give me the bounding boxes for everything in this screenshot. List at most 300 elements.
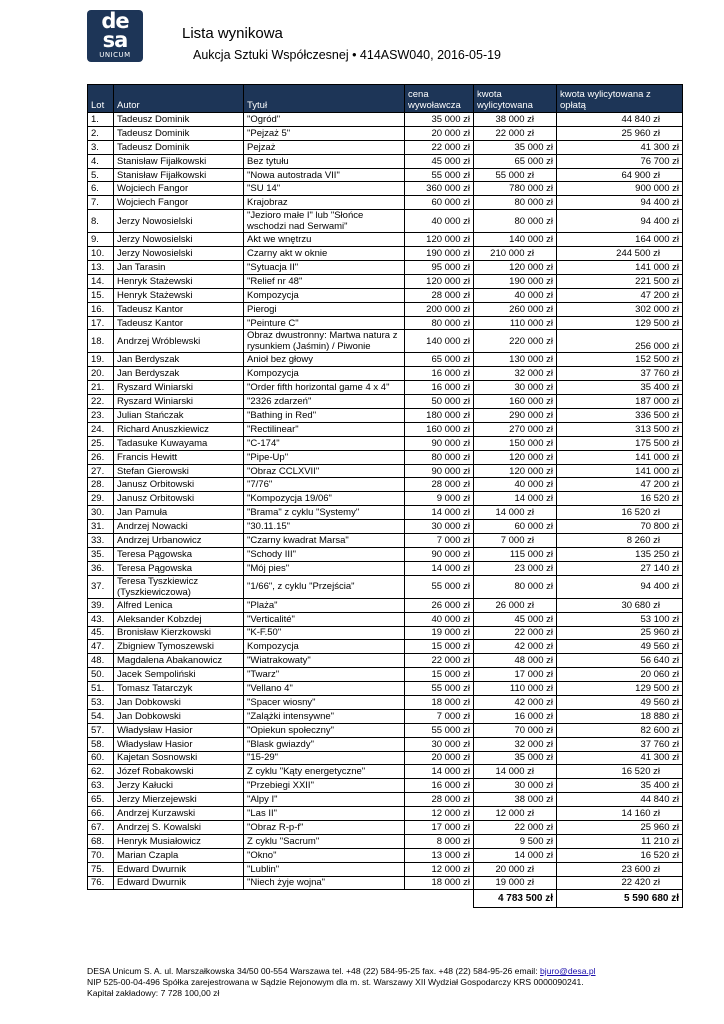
row-autor: Andrzej Urbanowicz [114,534,244,548]
row-oplata: 25 960 zł [557,626,683,640]
results-table-body [88,113,683,890]
row-cena: 45 000 zł [405,154,474,168]
row-tytul: "Spacer wiosny" [244,695,405,709]
row-oplata: 152 500 zł [557,353,683,367]
row-kwota: 20 000 zł * [474,862,557,876]
row-cena: 15 000 zł [405,640,474,654]
row-tytul: Pejzaż [244,140,405,154]
row-oplata: 41 300 zł [557,751,683,765]
row-lot: 36. [88,561,114,575]
row-cena: 65 000 zł [405,353,474,367]
row-oplata: 47 200 zł [557,478,683,492]
row-kwota: 14 000 zł [474,492,557,506]
row-cena: 90 000 zł [405,547,474,561]
row-cena: 22 000 zł [405,140,474,154]
row-oplata: 11 210 zł [557,834,683,848]
row-tytul: Kompozycja [244,640,405,654]
row-cena: 200 000 zł [405,302,474,316]
row-cena: 140 000 zł [405,330,474,353]
row-cena: 13 000 zł [405,848,474,862]
row-kwota: 65 000 zł [474,154,557,168]
row-cena: 90 000 zł [405,464,474,478]
row-kwota: 260 000 zł [474,302,557,316]
table-row [88,695,683,709]
row-autor: Wojciech Fangor [114,196,244,210]
row-kwota: 22 000 zł * [474,126,557,140]
row-oplata: 56 640 zł [557,654,683,668]
row-lot: 22. [88,395,114,409]
row-kwota: 22 000 zł [474,626,557,640]
row-kwota: 40 000 zł [474,478,557,492]
row-lot: 7. [88,196,114,210]
row-cena: 50 000 zł [405,395,474,409]
totals-row [88,890,683,908]
row-kwota: 30 000 zł [474,779,557,793]
row-cena: 28 000 zł [405,478,474,492]
row-oplata: 70 800 zł [557,520,683,534]
row-autor: Marian Czapla [114,848,244,862]
row-tytul: "Jezioro małe I" lub "Słońce wschodzi nad Serwami" [244,210,405,233]
row-tytul: "C-174" [244,436,405,450]
row-oplata: 25 960 zł * [557,126,683,140]
row-oplata: 64 900 zł * [557,168,683,182]
row-kwota: 290 000 zł [474,409,557,423]
row-cena: 55 000 zł [405,682,474,696]
row-lot: 15. [88,288,114,302]
table-row [88,547,683,561]
row-kwota: 42 000 zł [474,640,557,654]
table-row [88,723,683,737]
row-cena: 7 000 zł [405,709,474,723]
row-autor: Teresa Pągowska [114,547,244,561]
total-kwota: 4 783 500 zł [474,890,557,908]
table-row [88,233,683,247]
row-kwota: 14 000 zł * [474,765,557,779]
table-row [88,196,683,210]
row-oplata: 37 760 zł [557,737,683,751]
row-autor: Józef Robakowski [114,765,244,779]
row-autor: Janusz Orbitowski [114,478,244,492]
row-oplata: 302 000 zł [557,302,683,316]
row-kwota: 22 000 zł [474,820,557,834]
row-oplata: 16 520 zł * [557,765,683,779]
row-tytul: Pierogi [244,302,405,316]
row-cena: 95 000 zł [405,261,474,275]
row-oplata: 141 000 zł [557,261,683,275]
table-row [88,640,683,654]
row-autor: Magdalena Abakanowicz [114,654,244,668]
row-kwota: 80 000 zł [474,196,557,210]
row-autor: Stanisław Fijałkowski [114,154,244,168]
table-row [88,478,683,492]
row-kwota: 55 000 zł * [474,168,557,182]
row-oplata: 221 500 zł [557,274,683,288]
row-cena: 360 000 zł [405,182,474,196]
document-title: Lista wynikowa [182,25,283,42]
row-lot: 5. [88,168,114,182]
row-cena: 8 000 zł [405,834,474,848]
row-tytul: "30.11.15" [244,520,405,534]
table-row [88,779,683,793]
row-lot: 65. [88,793,114,807]
table-row [88,626,683,640]
table-row [88,654,683,668]
row-cena: 14 000 zł [405,561,474,575]
row-autor: Edward Dwurnik [114,862,244,876]
row-lot: 35. [88,547,114,561]
row-autor: Edward Dwurnik [114,876,244,890]
col-header-kwota: kwota wylicytowana [474,85,557,113]
row-kwota: 60 000 zł [474,520,557,534]
row-autor: Jerzy Nowosielski [114,210,244,233]
row-oplata: 187 000 zł [557,395,683,409]
row-autor: Jan Pamuła [114,506,244,520]
row-tytul: "Niech żyje wojna" [244,876,405,890]
row-tytul: Obraz dwustronny: Martwa natura z rysunkiem (Jaśmin) / Piwonie [244,330,405,353]
row-cena: 190 000 zł [405,247,474,261]
col-header-oplata: kwota wylicytowana z opłatą [557,85,683,113]
row-lot: 51. [88,682,114,696]
row-cena: 60 000 zł [405,196,474,210]
row-kwota: 32 000 zł [474,367,557,381]
table-row [88,210,683,233]
row-tytul: "Vellano 4" [244,682,405,696]
table-row [88,598,683,612]
row-kwota: 14 000 zł [474,848,557,862]
row-lot: 60. [88,751,114,765]
row-lot: 21. [88,381,114,395]
row-kwota: 120 000 zł [474,261,557,275]
row-tytul: "Opiekun społeczny" [244,723,405,737]
row-lot: 58. [88,737,114,751]
row-cena: 180 000 zł [405,409,474,423]
row-autor: Henryk Stażewski [114,288,244,302]
row-kwota: 16 000 zł [474,709,557,723]
row-oplata: 27 140 zł [557,561,683,575]
table-row [88,367,683,381]
row-autor: Tadeusz Dominik [114,113,244,127]
table-row [88,154,683,168]
row-oplata: 175 500 zł [557,436,683,450]
row-kwota: 190 000 zł [474,274,557,288]
row-kwota: 30 000 zł [474,381,557,395]
row-tytul: "Mój pies" [244,561,405,575]
table-row [88,140,683,154]
row-tytul: Akt we wnętrzu [244,233,405,247]
row-lot: 28. [88,478,114,492]
row-autor: Janusz Orbitowski [114,492,244,506]
table-row [88,126,683,140]
table-row [88,506,683,520]
row-cena: 22 000 zł [405,654,474,668]
row-oplata: 35 400 zł [557,779,683,793]
row-autor: Alfred Lenica [114,598,244,612]
row-cena: 15 000 zł [405,668,474,682]
row-lot: 1. [88,113,114,127]
row-tytul: "Peinture C" [244,316,405,330]
col-header-cena: cena wywoławcza [405,85,474,113]
row-autor: Jan Berdyszak [114,353,244,367]
row-lot: 67. [88,820,114,834]
row-kwota: 35 000 zł [474,751,557,765]
row-lot: 9. [88,233,114,247]
row-kwota: 220 000 zł [474,330,557,353]
row-autor: Aleksander Kobzdej [114,612,244,626]
row-lot: 16. [88,302,114,316]
row-tytul: "15-29" [244,751,405,765]
row-autor: Richard Anuszkiewicz [114,422,244,436]
row-autor: Teresa Pągowska [114,561,244,575]
table-row [88,422,683,436]
table-row [88,261,683,275]
row-oplata: 76 700 zł [557,154,683,168]
row-lot: 17. [88,316,114,330]
row-tytul: "Twarz" [244,668,405,682]
page-footer [87,966,707,999]
row-cena: 20 000 zł [405,751,474,765]
row-kwota: 7 000 zł * [474,534,557,548]
row-cena: 17 000 zł [405,820,474,834]
row-lot: 31. [88,520,114,534]
footer-line-3: Kapitał zakładowy: 7 728 100,00 zł [87,988,220,998]
row-cena: 55 000 zł [405,575,474,598]
row-kwota: 160 000 zł [474,395,557,409]
row-autor: Tadeusz Kantor [114,316,244,330]
row-kwota: 38 000 zł * [474,113,557,127]
footer-address: DESA Unicum S. A. ul. Marszałkowska 34/50 00-554 Warszawa tel. +48 (22) 584-95-25 fax. +48 (22) 584-95-26 email: [87,966,540,976]
table-row [88,492,683,506]
row-tytul: Z cyklu "Kąty energetyczne" [244,765,405,779]
table-row [88,436,683,450]
row-cena: 55 000 zł [405,168,474,182]
row-autor: Tomasz Tatarczyk [114,682,244,696]
table-row [88,876,683,890]
row-kwota: 115 000 zł [474,547,557,561]
row-oplata: 53 100 zł [557,612,683,626]
table-row [88,520,683,534]
row-lot: 4. [88,154,114,168]
results-table [87,84,683,908]
totals-spacer [88,890,474,908]
row-lot: 37. [88,575,114,598]
table-row [88,862,683,876]
row-cena: 30 000 zł [405,737,474,751]
row-tytul: "Order fifth horizontal game 4 x 4" [244,381,405,395]
row-kwota: 26 000 zł * [474,598,557,612]
row-tytul: "Alpy I" [244,793,405,807]
row-cena: 16 000 zł [405,779,474,793]
row-kwota: 130 000 zł [474,353,557,367]
row-kwota: 110 000 zł [474,682,557,696]
row-autor: Stefan Gierowski [114,464,244,478]
row-oplata: 35 400 zł [557,381,683,395]
row-kwota: 40 000 zł [474,288,557,302]
table-row [88,848,683,862]
row-oplata: 49 560 zł [557,640,683,654]
row-cena: 28 000 zł [405,288,474,302]
table-row [88,765,683,779]
row-tytul: "Obraz R-p-f" [244,820,405,834]
total-oplata: 5 590 680 zł [557,890,683,908]
table-row [88,168,683,182]
row-oplata: 336 500 zł [557,409,683,423]
row-lot: 3. [88,140,114,154]
row-cena: 90 000 zł [405,436,474,450]
row-kwota: 14 000 zł * [474,506,557,520]
table-row [88,288,683,302]
table-row [88,561,683,575]
row-oplata: 23 600 zł * [557,862,683,876]
row-lot: 75. [88,862,114,876]
row-lot: 76. [88,876,114,890]
table-row [88,450,683,464]
row-oplata: 244 500 zł * [557,247,683,261]
row-cena: 19 000 zł [405,626,474,640]
row-autor: Władysław Hasior [114,723,244,737]
row-kwota: 780 000 zł [474,182,557,196]
row-lot: 39. [88,598,114,612]
row-tytul: "Plaża" [244,598,405,612]
table-row [88,737,683,751]
row-lot: 14. [88,274,114,288]
row-tytul: "Brama" z cyklu "Systemy" [244,506,405,520]
row-oplata: 164 000 zł [557,233,683,247]
row-lot: 53. [88,695,114,709]
row-cena: 14 000 zł [405,506,474,520]
row-tytul: "Rectilinear" [244,422,405,436]
row-cena: 18 000 zł [405,695,474,709]
row-oplata: 94 400 zł [557,210,683,233]
row-autor: Julian Stańczak [114,409,244,423]
row-tytul: "Pipe-Up" [244,450,405,464]
row-oplata: 14 160 zł * [557,807,683,821]
row-lot: 63. [88,779,114,793]
row-autor: Jerzy Kałucki [114,779,244,793]
logo-line-1: de [101,9,129,33]
row-autor: Ryszard Winiarski [114,381,244,395]
row-kwota: 120 000 zł [474,450,557,464]
row-kwota: 23 000 zł [474,561,557,575]
row-tytul: "Las II" [244,807,405,821]
row-lot: 54. [88,709,114,723]
row-kwota: 150 000 zł [474,436,557,450]
row-lot: 13. [88,261,114,275]
row-oplata: 44 840 zł [557,793,683,807]
table-row [88,834,683,848]
row-autor: Andrzej Wróblewski [114,330,244,353]
table-row [88,751,683,765]
row-autor: Ryszard Winiarski [114,395,244,409]
row-tytul: "1/66", z cyklu "Przejścia" [244,575,405,598]
row-kwota: 80 000 zł [474,210,557,233]
row-oplata: 30 680 zł * [557,598,683,612]
row-autor: Zbigniew Tymoszewski [114,640,244,654]
row-tytul: Kompozycja [244,367,405,381]
table-row [88,709,683,723]
row-autor: Wojciech Fangor [114,182,244,196]
row-lot: 20. [88,367,114,381]
row-oplata: 129 500 zł [557,316,683,330]
table-row [88,464,683,478]
table-row [88,534,683,548]
row-autor: Jan Tarasin [114,261,244,275]
col-header-autor: Autor [114,85,244,113]
row-cena: 40 000 zł [405,210,474,233]
row-oplata: 94 400 zł [557,575,683,598]
row-oplata: 141 000 zł [557,450,683,464]
row-cena: 120 000 zł [405,233,474,247]
row-lot: 33. [88,534,114,548]
row-autor: Jan Dobkowski [114,709,244,723]
row-autor: Henryk Stażewski [114,274,244,288]
row-kwota: 9 500 zł [474,834,557,848]
row-lot: 66. [88,807,114,821]
row-tytul: "Ogród" [244,113,405,127]
row-tytul: "Lublin" [244,862,405,876]
row-tytul: "Relief nr 48" [244,274,405,288]
table-row [88,668,683,682]
row-oplata: 94 400 zł [557,196,683,210]
row-autor: Andrzej S. Kowalski [114,820,244,834]
row-lot: 2. [88,126,114,140]
table-header-row [88,85,683,113]
row-oplata: 44 840 zł * [557,113,683,127]
table-row [88,316,683,330]
row-oplata: 313 500 zł [557,422,683,436]
table-row [88,353,683,367]
row-lot: 48. [88,654,114,668]
row-lot: 8. [88,210,114,233]
row-kwota: 80 000 zł [474,575,557,598]
row-oplata: 22 420 zł * [557,876,683,890]
row-tytul: Anioł bez głowy [244,353,405,367]
desa-unicum-logo [87,10,143,62]
row-tytul: "Kompozycja 19/06" [244,492,405,506]
row-lot: 29. [88,492,114,506]
row-tytul: "Verticalité" [244,612,405,626]
row-autor: Władysław Hasior [114,737,244,751]
footer-email-link[interactable]: bjuro@desa.pl [540,966,596,976]
logo-line-3: UNICUM [99,51,131,59]
row-cena: 12 000 zł [405,862,474,876]
row-tytul: "K-F.50" [244,626,405,640]
row-lot: 43. [88,612,114,626]
table-row [88,330,683,353]
row-lot: 62. [88,765,114,779]
row-autor: Jerzy Nowosielski [114,247,244,261]
row-kwota: 120 000 zł [474,464,557,478]
row-oplata: 18 880 zł [557,709,683,723]
row-lot: 6. [88,182,114,196]
footer-line-1 [87,966,707,977]
row-kwota: 70 000 zł [474,723,557,737]
row-kwota: 48 000 zł [474,654,557,668]
row-autor: Kajetan Sosnowski [114,751,244,765]
row-cena: 26 000 zł [405,598,474,612]
row-tytul: "Schody III" [244,547,405,561]
row-autor: Andrzej Kurzawski [114,807,244,821]
table-row [88,182,683,196]
row-oplata: 16 520 zł * [557,506,683,520]
row-tytul: Z cyklu "Sacrum" [244,834,405,848]
logo-line-2: sa [102,28,128,52]
row-kwota: 42 000 zł [474,695,557,709]
footer-line-2: NIP 525-00-04-496 Spółka zarejestrowana w Sądzie Rejonowym dla m. st. Warszawy XII Wydział Gospodarczy KRS 0000090241. [87,977,584,987]
row-autor: Stanisław Fijałkowski [114,168,244,182]
row-oplata: 900 000 zł [557,182,683,196]
row-oplata: 82 600 zł [557,723,683,737]
row-tytul: "Blask gwiazdy" [244,737,405,751]
